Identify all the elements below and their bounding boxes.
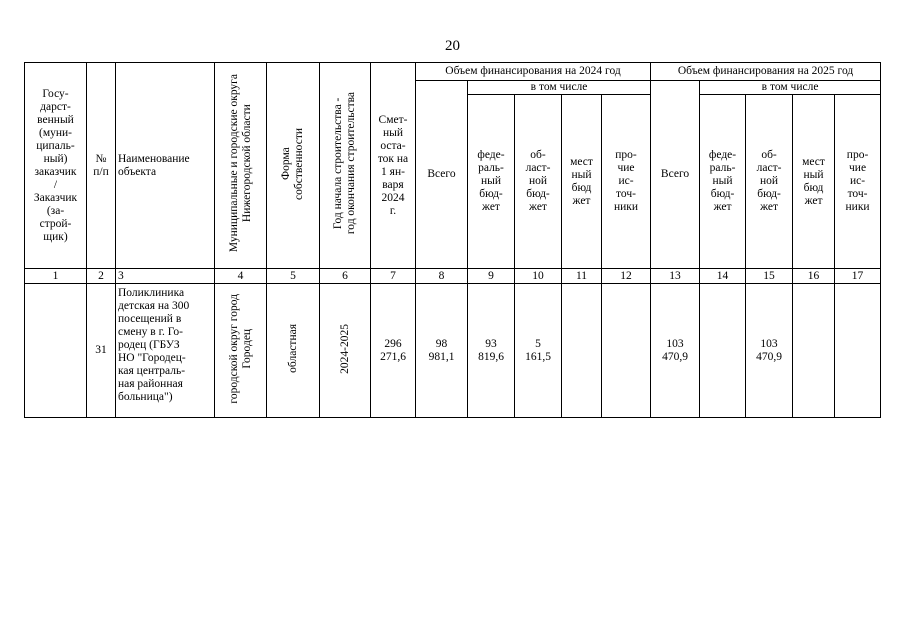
column-numbers-row xyxy=(25,269,881,284)
row-ownership-cell xyxy=(267,284,320,418)
header-customer: Госу- дарст- венный (муни- ципаль- ный) заказчик / Заказчик (за- строй- щик) xyxy=(25,63,87,269)
header-regional-2025: об- ласт- ной бюд- жет xyxy=(746,95,793,269)
header-total-2025: Всего xyxy=(651,81,700,269)
row-federal-2025 xyxy=(700,284,746,418)
header-municipality-cell xyxy=(215,63,267,269)
column-number: 3 xyxy=(116,269,215,284)
header-number: № п/п xyxy=(87,63,116,269)
column-number: 1 xyxy=(25,269,87,284)
row-local-2025 xyxy=(793,284,835,418)
header-balance: Смет- ный оста- ток на 1 ян- варя 2024 г. xyxy=(371,63,416,269)
header-municipality: Муниципальные и городские округа Нижегородской области xyxy=(227,74,253,253)
header-other-2024: про- чие ис- точ- ники xyxy=(602,95,651,269)
column-number: 5 xyxy=(267,269,320,284)
header-local-2024: мест ный бюд жет xyxy=(562,95,602,269)
column-number: 2 xyxy=(87,269,116,284)
header-including-2025: в том числе xyxy=(700,81,881,95)
row-total-2025: 103 470,9 xyxy=(651,284,700,418)
header-years: Год начала строительства - год окончания строительства xyxy=(332,92,357,235)
column-number: 11 xyxy=(562,269,602,284)
header-other-2025: про- чие ис- точ- ники xyxy=(835,95,881,269)
row-regional-2025: 103 470,9 xyxy=(746,284,793,418)
row-other-2025 xyxy=(835,284,881,418)
financing-table xyxy=(24,62,881,418)
row-local-2024 xyxy=(562,284,602,418)
row-federal-2024: 93 819,6 xyxy=(468,284,515,418)
column-number: 7 xyxy=(371,269,416,284)
column-number: 17 xyxy=(835,269,881,284)
header-including-2024: в том числе xyxy=(468,81,651,95)
row-ownership: областная xyxy=(286,324,299,373)
header-fin-2024: Объем финансирования на 2024 год xyxy=(416,63,651,81)
row-balance: 296 271,6 xyxy=(371,284,416,418)
header-years-cell xyxy=(320,63,371,269)
row-other-2024 xyxy=(602,284,651,418)
column-number: 10 xyxy=(515,269,562,284)
header-federal-2025: феде- раль- ный бюд- жет xyxy=(700,95,746,269)
row-number: 31 xyxy=(87,284,116,418)
column-number: 15 xyxy=(746,269,793,284)
row-total-2024: 98 981,1 xyxy=(416,284,468,418)
page-number: 20 xyxy=(445,38,460,54)
row-object-name: Поликлиника детская на 300 посещений в смену в г. Го- родец (ГБУЗ НО "Городец- кая централь- ная районная больница") xyxy=(116,284,215,418)
row-years: 2024-2025 xyxy=(338,323,351,374)
column-number: 4 xyxy=(215,269,267,284)
header-ownership: Форма собственности xyxy=(280,127,305,200)
table-row xyxy=(25,284,881,418)
column-number: 12 xyxy=(602,269,651,284)
column-number: 6 xyxy=(320,269,371,284)
header-federal-2024: феде- раль- ный бюд- жет xyxy=(468,95,515,269)
column-number: 14 xyxy=(700,269,746,284)
header-total-2024: Всего xyxy=(416,81,468,269)
row-customer xyxy=(25,284,87,418)
header-local-2025: мест ный бюд жет xyxy=(793,95,835,269)
column-number: 9 xyxy=(468,269,515,284)
row-years-cell xyxy=(320,284,371,418)
column-number: 8 xyxy=(416,269,468,284)
row-municipality-cell xyxy=(215,284,267,418)
column-number: 13 xyxy=(651,269,700,284)
header-ownership-cell xyxy=(267,63,320,269)
header-fin-2025: Объем финансирования на 2025 год xyxy=(651,63,881,81)
header-object-name: Наименование объекта xyxy=(116,63,215,269)
header-regional-2024: об- ласт- ной бюд- жет xyxy=(515,95,562,269)
row-regional-2024: 5 161,5 xyxy=(515,284,562,418)
column-number: 16 xyxy=(793,269,835,284)
row-municipality: городской округ город Городец xyxy=(227,293,253,404)
